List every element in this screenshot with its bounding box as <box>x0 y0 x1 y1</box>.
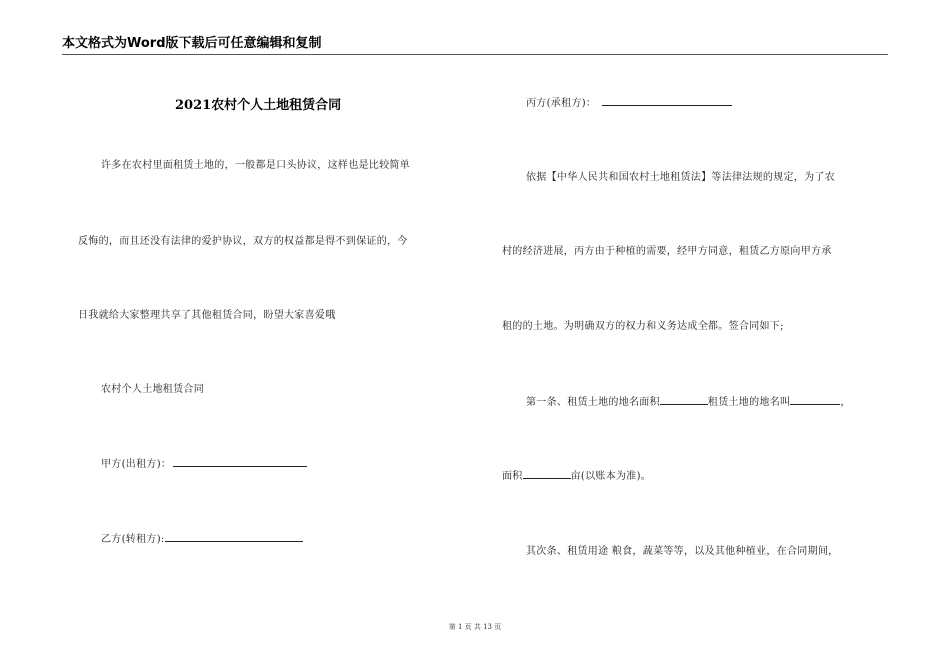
party-a-line <box>101 455 307 470</box>
header-text: 本文格式为Word版下载后可任意编辑和复制 <box>62 36 322 51</box>
party-c-line <box>526 94 732 109</box>
party-b-line <box>101 530 303 545</box>
place-name-blank <box>790 395 840 405</box>
article-1-text-b: 租赁土地的地名叫 <box>707 397 791 408</box>
intro-line-3: 日我就给大家整理共享了其他租赁合同，盼望大家喜爱哦 <box>78 310 336 321</box>
document-title: 2021农村个人土地租赁合同 <box>175 98 342 113</box>
article-2-line: 其次条、租赁用途 粮食，蔬菜等等，以及其他种植业，在合同期间， <box>526 546 839 557</box>
article-1-text-c: ， <box>840 397 851 408</box>
article-1-text-e: 亩(以账本为准)。 <box>570 471 652 482</box>
page-header <box>62 32 888 55</box>
page-footer: 第 1 页 共 13 页 <box>448 623 502 631</box>
article-1-cont-line <box>502 467 651 482</box>
article-1-text-d: 面积 <box>502 471 523 482</box>
article-1-line <box>526 393 851 408</box>
party-a-blank <box>173 457 307 467</box>
article-1-text-a: 第一条、租赁土地的地名面积 <box>526 397 660 408</box>
basis-line-3: 租的的土地。为明确双方的权力和义务达成全都。签合同如下; <box>502 321 784 332</box>
area-blank <box>660 395 708 405</box>
basis-line-2: 村的经济进展，丙方由于种植的需要，经甲方同意，租赁乙方原向甲方承 <box>502 246 832 257</box>
contract-subtitle: 农村个人土地租赁合同 <box>101 384 204 395</box>
intro-line-2: 反悔的，而且还没有法律的爱护协议，双方的权益都是得不到保证的，今 <box>78 236 408 247</box>
party-a-label: 甲方(出租方)： <box>101 459 172 470</box>
basis-line-1: 依据【中华人民共和国农村土地租赁法】等法律法规的规定，为了农 <box>526 172 835 183</box>
party-b-label: 乙方(转租方): <box>101 534 165 545</box>
intro-line-1: 许多在农村里面租赁土地的，一般都是口头协议，这样也是比较简单 <box>101 160 410 171</box>
mu-blank <box>523 469 571 479</box>
party-b-blank <box>165 532 303 542</box>
party-c-blank <box>602 96 732 106</box>
party-c-label: 丙方(承租方)： <box>526 98 597 109</box>
